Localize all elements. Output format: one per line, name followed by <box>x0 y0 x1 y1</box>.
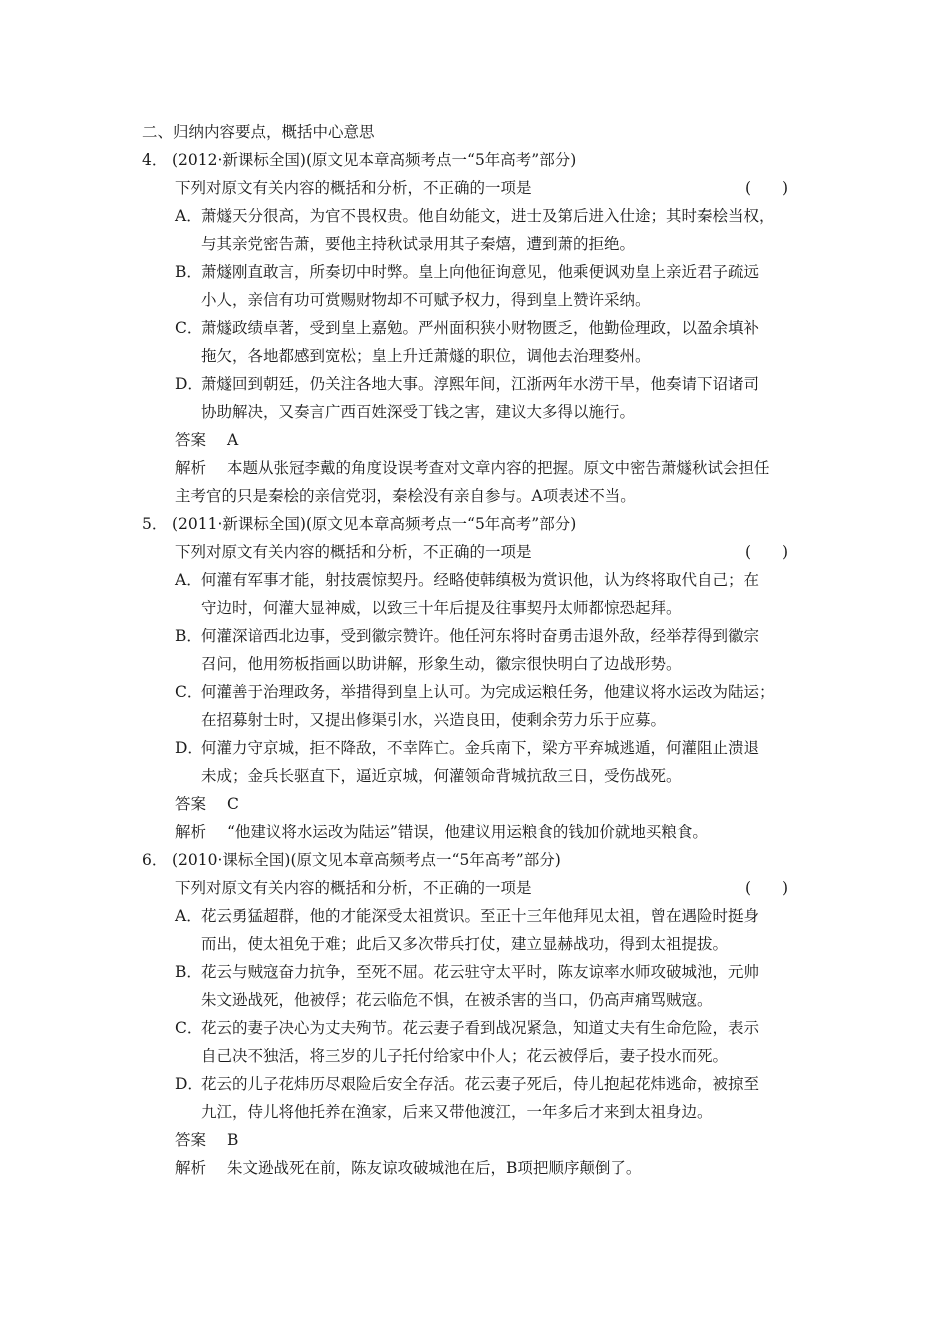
option-letter: B． <box>175 963 202 981</box>
question-header <box>142 850 561 870</box>
option-c <box>175 682 775 702</box>
option-continuation: 与其亲党密告萧，要他主持秋试录用其子秦熺，遭到萧的拒绝。 <box>201 235 636 253</box>
option-text: 萧燧政绩卓著，受到皇上嘉勉。严州面积狭小财物匮乏，他勤俭理政，以盈余填补 <box>201 319 760 337</box>
answer-value: C <box>227 795 239 813</box>
question-number: 4． <box>142 151 168 169</box>
option-d <box>175 1074 759 1094</box>
explanation-label: 解析 <box>175 823 207 841</box>
explanation-line <box>175 458 770 478</box>
option-c <box>175 1018 759 1038</box>
question-stem: 下列对原文有关内容的概括和分析，不正确的一项是 <box>175 543 532 561</box>
option-a <box>175 906 759 926</box>
option-text: 何灌力守京城，拒不降敌，不幸阵亡。金兵南下，梁方平弃城逃遁，何灌阻止溃退 <box>201 739 760 757</box>
question-stem: 下列对原文有关内容的概括和分析，不正确的一项是 <box>175 879 532 897</box>
explanation-label: 解析 <box>175 1159 207 1177</box>
option-text: 花云勇猛超群，他的才能深受太祖赏识。至正十三年他拜见太祖，曾在遇险时挺身 <box>201 907 760 925</box>
option-text: 何灌善于治理政务，举措得到皇上认可。为完成运粮任务，他建议将水运改为陆运； <box>201 683 775 701</box>
option-text: 何灌有军事才能，射技震惊契丹。经略使韩缜极为赏识他，认为终将取代自己；在 <box>201 571 760 589</box>
option-letter: A． <box>175 907 202 925</box>
answer-blank: ( ) <box>745 543 789 561</box>
option-continuation: 召问，他用笏板指画以助讲解，形象生动，徽宗很快明白了边战形势。 <box>201 655 682 673</box>
option-continuation: 守边时，何灌大显神威，以致三十年后提及往事契丹太师都惊恐起拜。 <box>201 599 682 617</box>
answer-blank: ( ) <box>745 179 789 197</box>
option-text: 花云的儿子花炜历尽艰险后安全存活。花云妻子死后，侍儿抱起花炜逃命，被掠至 <box>201 1075 760 1093</box>
option-text: 花云的妻子决心为丈夫殉节。花云妻子看到战况紧急，知道丈夫有生命危险，表示 <box>201 1019 760 1037</box>
question-source: (2012·新课标全国)(原文见本章高频考点一“5年高考”部分) <box>172 151 577 169</box>
option-continuation: 在招募射士时，又提出修渠引水，兴造良田，使剩余劳力乐于应募。 <box>201 711 667 729</box>
option-b <box>175 626 759 646</box>
answer-label: 答案 <box>175 795 207 813</box>
explanation-text: “他建议将水运改为陆运”错误，他建议用运粮食的钱加价就地买粮食。 <box>227 823 708 841</box>
section-title: 二、归纳内容要点，概括中心意思 <box>142 123 375 141</box>
question-number: 6． <box>142 851 168 869</box>
option-continuation: 拖欠，各地都感到宽松；皇上升迁萧燧的职位，调他去治理婺州。 <box>201 347 651 365</box>
option-continuation: 未成；金兵长驱直下，逼近京城，何灌领命背城抗敌三日，受伤战死。 <box>201 767 682 785</box>
option-letter: C． <box>175 1019 203 1037</box>
option-letter: C． <box>175 319 203 337</box>
option-letter: B． <box>175 263 202 281</box>
option-letter: D． <box>175 739 203 757</box>
option-letter: A． <box>175 207 202 225</box>
option-c <box>175 318 759 338</box>
explanation-label: 解析 <box>175 459 207 477</box>
answer-label: 答案 <box>175 1131 207 1149</box>
option-continuation: 九江，侍儿将他托养在渔家，后来又带他渡江，一年多后才来到太祖身边。 <box>201 1103 713 1121</box>
explanation-continuation: 主考官的只是秦桧的亲信党羽，秦桧没有亲自参与。A项表述不当。 <box>175 487 636 505</box>
answer-blank: ( ) <box>745 879 789 897</box>
option-text: 萧燧回到朝廷，仍关注各地大事。淳熙年间，江浙两年水涝干旱，他奏请下诏诸司 <box>201 375 760 393</box>
option-continuation: 朱文逊战死，他被俘；花云临危不惧，在被杀害的当口，仍高声痛骂贼寇。 <box>201 991 713 1009</box>
answer-value: A <box>227 431 239 449</box>
answer-value: B <box>227 1131 239 1149</box>
explanation-text: 朱文逊战死在前，陈友谅攻破城池在后，B项把顺序颠倒了。 <box>227 1159 642 1177</box>
question-header <box>142 150 576 170</box>
explanation-text: 本题从张冠李戴的角度设误考查对文章内容的把握。原文中密告萧燧秋试会担任 <box>227 459 770 477</box>
option-b <box>175 262 759 282</box>
question-source: (2011·新课标全国)(原文见本章高频考点一“5年高考”部分) <box>172 515 577 533</box>
option-d <box>175 738 759 758</box>
answer-label: 答案 <box>175 431 207 449</box>
option-letter: A． <box>175 571 202 589</box>
option-continuation: 小人，亲信有功可赏赐财物却不可赋予权力，得到皇上赞许采纳。 <box>201 291 651 309</box>
option-text: 花云与贼寇奋力抗争，至死不屈。花云驻守太平时，陈友谅率水师攻破城池，元帅 <box>201 963 760 981</box>
question-header <box>142 514 576 534</box>
option-d <box>175 374 759 394</box>
option-b <box>175 962 759 982</box>
option-a <box>175 206 775 226</box>
option-continuation: 协助解决，又奏言广西百姓深受丁钱之害，建议大多得以施行。 <box>201 403 636 421</box>
option-text: 何灌深谙西北边事，受到徽宗赞许。他任河东将时奋勇击退外敌，经举荐得到徽宗 <box>201 627 760 645</box>
option-letter: B． <box>175 627 202 645</box>
answer-line <box>175 430 238 450</box>
question-number: 5． <box>142 515 168 533</box>
option-letter: D． <box>175 375 203 393</box>
option-text: 萧燧刚直敢言，所奏切中时弊。皇上向他征询意见，他乘便讽劝皇上亲近君子疏远 <box>201 263 760 281</box>
option-letter: D． <box>175 1075 203 1093</box>
option-text: 萧燧天分很高，为官不畏权贵。他自幼能文，进士及第后进入仕途；其时秦桧当权， <box>201 207 775 225</box>
explanation-line <box>175 1158 641 1178</box>
option-letter: C． <box>175 683 203 701</box>
question-source: (2010·课标全国)(原文见本章高频考点一“5年高考”部分) <box>172 851 561 869</box>
answer-line <box>175 1130 238 1150</box>
option-a <box>175 570 759 590</box>
option-continuation: 而出，使太祖免于难；此后又多次带兵打仗，建立显赫战功，得到太祖提拔。 <box>201 935 729 953</box>
option-continuation: 自己决不独活，将三岁的儿子托付给家中仆人；花云被俘后，妻子投水而死。 <box>201 1047 729 1065</box>
explanation-line <box>175 822 708 842</box>
question-stem: 下列对原文有关内容的概括和分析，不正确的一项是 <box>175 179 532 197</box>
answer-line <box>175 794 239 814</box>
